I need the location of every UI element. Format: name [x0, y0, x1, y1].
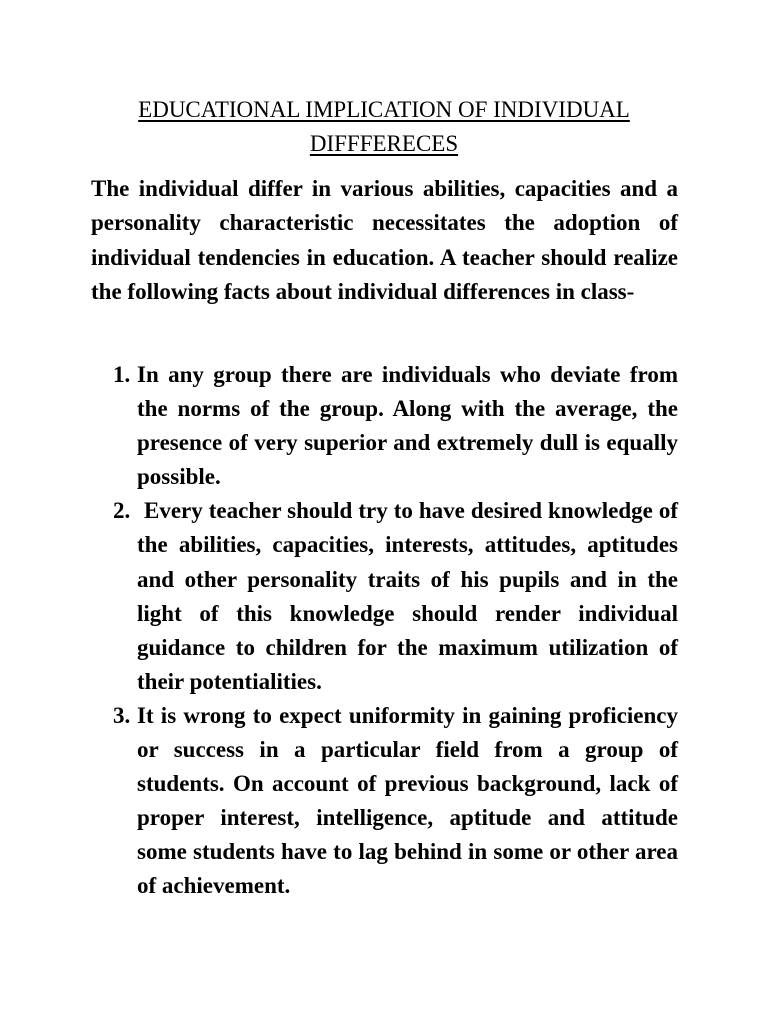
document-title-line-1: EDUCATIONAL IMPLICATION OF INDIVIDUAL [138, 97, 630, 122]
intro-paragraph: The individual differ in various abilities, capacities and a personality characteristic necessitates the adoption of individual tendencies in education. A teacher should realize the following facts about individual differences in class- [91, 176, 678, 304]
list-item-text: In any group there are individuals who deviate from the norms of the group. Along with the average, the presence of very superior and extremely dull is equally possible. [137, 362, 678, 490]
list-item-text: It is wrong to expect uniformity in gaining proficiency or success in a particular field from a group of students. On account of previous background, lack of proper interest, intelligence, aptitude and attitude some students have to lag behind in some or other area of achievement. [137, 702, 678, 899]
document-title-line-2: DIFFFERECES [309, 131, 459, 156]
list-item [0, 699, 768, 904]
list-item-text: Every teacher should try to have desired knowledge of the abilities, capacities, interests, attitudes, aptitudes and other personality traits of his pupils and in the light of this knowledge should render individual guidance to children for the maximum utilization of their potentialities. [137, 498, 678, 694]
implications-list [0, 358, 768, 904]
list-item-number: 1. [113, 362, 131, 387]
list-item [0, 494, 768, 699]
list-item-number: 2. [113, 498, 131, 524]
list-item-number: 3. [113, 702, 131, 728]
list-item [0, 358, 768, 494]
